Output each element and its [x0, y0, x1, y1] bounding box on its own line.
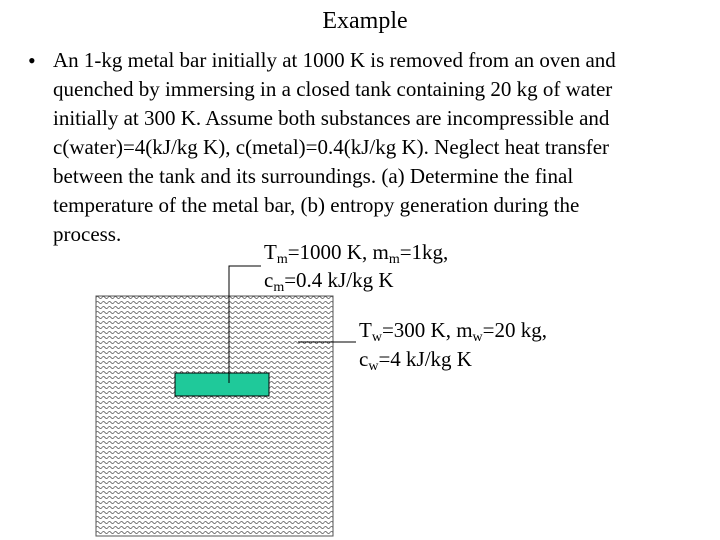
- problem-line: initially at 300 K. Assume both substances are incompressible and: [53, 106, 610, 130]
- slide-title: Example: [322, 8, 408, 34]
- water-temp-symbol: T: [359, 318, 372, 342]
- water-properties-line-1: [359, 316, 547, 345]
- metal-temp-subscript: m: [276, 252, 288, 267]
- water-heat-subscript: w: [368, 359, 379, 374]
- metal-properties-line-2: [264, 266, 393, 295]
- metal-bar: [175, 373, 269, 396]
- problem-line: temperature of the metal bar, (b) entropy generation during the: [53, 193, 580, 217]
- metal-mass-value: =1kg,: [399, 240, 449, 264]
- problem-line: between the tank and its surroundings. (a) Determine the final: [53, 164, 574, 188]
- water-properties-line-2: [359, 345, 472, 374]
- metal-heat-subscript: m: [273, 280, 285, 295]
- metal-heat-value: =0.4 kJ/kg K: [284, 268, 394, 292]
- metal-properties-line-1: [264, 238, 448, 267]
- water-heat-symbol: c: [359, 347, 369, 371]
- water-temp-value: =300 K, m: [381, 318, 473, 342]
- problem-line: An 1-kg metal bar initially at 1000 K is removed from an oven and: [53, 48, 616, 72]
- water-tank: [96, 296, 333, 536]
- problem-line: quenched by immersing in a closed tank containing 20 kg of water: [53, 77, 613, 101]
- metal-temp-value: =1000 K, m: [287, 240, 389, 264]
- bullet-point: •: [28, 48, 36, 73]
- problem-line: c(water)=4(kJ/kg K), c(metal)=0.4(kJ/kg K). Neglect heat transfer: [53, 135, 610, 159]
- problem-line: process.: [53, 222, 122, 246]
- metal-temp-symbol: T: [264, 240, 277, 264]
- water-mass-value: =20 kg,: [482, 318, 548, 342]
- water-temp-subscript: w: [371, 330, 382, 345]
- water-mass-subscript: w: [472, 330, 483, 345]
- metal-mass-subscript: m: [388, 252, 400, 267]
- metal-heat-symbol: c: [264, 268, 274, 292]
- water-heat-value: =4 kJ/kg K: [378, 347, 472, 371]
